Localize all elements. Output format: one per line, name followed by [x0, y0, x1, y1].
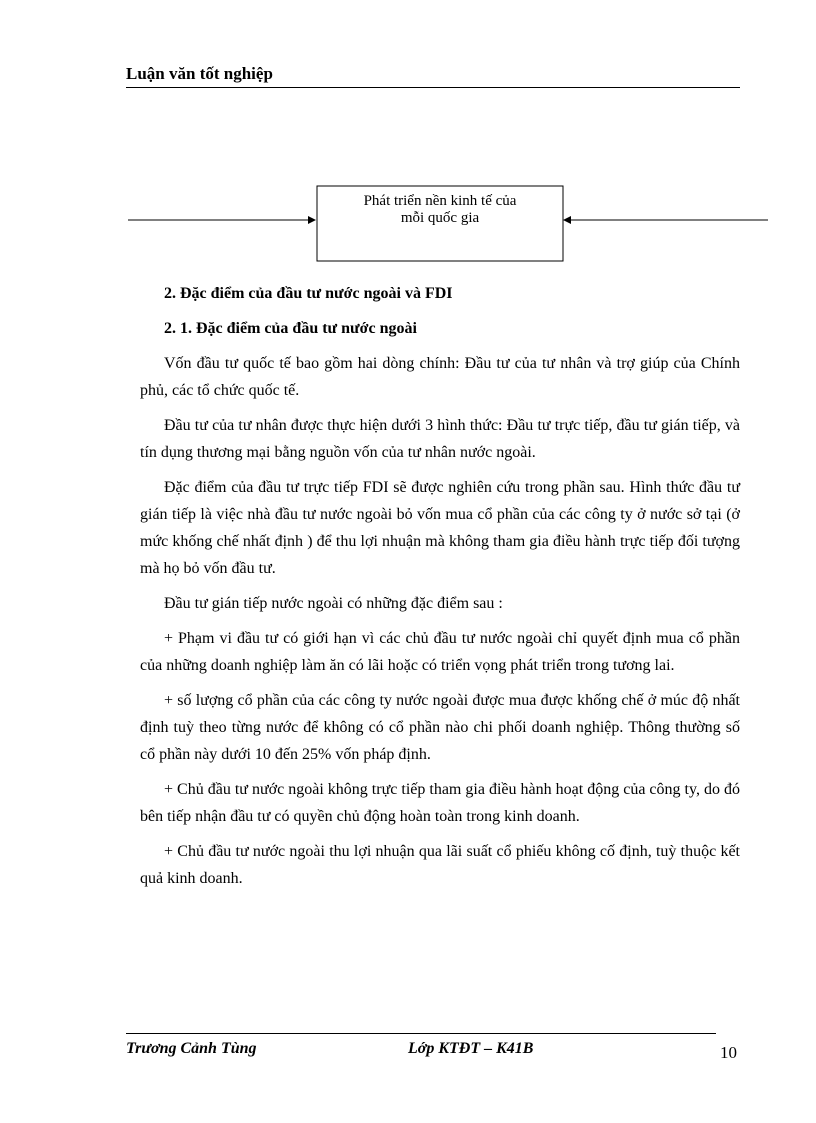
paragraph: + Chủ đầu tư nước ngoài không trực tiếp tham gia điều hành hoạt động của công ty, do đó bên tiếp nhận đầu tư có quyền chủ động hoàn toàn trong kinh doanh. — [140, 781, 740, 825]
diagram-box-label — [318, 193, 562, 227]
paragraph: Vốn đầu tư quốc tế bao gồm hai dòng chính: Đầu tư của tư nhân và trợ giúp của Chính phủ, các tổ chức quốc tế. — [140, 355, 740, 399]
paragraph: Đầu tư gián tiếp nước ngoài có những đặc điểm sau : — [164, 595, 503, 612]
paragraph: + số lượng cổ phần của các công ty nước ngoài được mua được khống chế ở múc độ nhất định tuỳ theo từng nước để không có cổ phần nào chi phối doanh nghiệp. Thông thường số cổ phần này dưới 10 đến 25% vốn pháp định. — [140, 692, 740, 763]
subsection-heading: 2. 1. Đặc điểm của đầu tư nước ngoài — [164, 320, 417, 337]
page-number: 10 — [720, 1043, 737, 1062]
paragraph: + Phạm vi đầu tư có giới hạn vì các chủ đầu tư nước ngoài chỉ quyết định mua cổ phần của những doanh nghiệp làm ăn có lãi hoặc có triển vọng phát triển trong tương lai. — [140, 630, 740, 674]
right-arrowhead — [563, 216, 571, 224]
box-label-line-1: Phát triển nền kinh tế của — [363, 193, 517, 209]
left-arrowhead — [308, 216, 316, 224]
paragraph: Đặc điểm của đầu tư trực tiếp FDI sẽ được nghiên cứu trong phần sau. Hình thức đầu tư gián tiếp là việc nhà đầu tư nước ngoài bỏ vốn mua cổ phần của các công ty ở nước sở tại (ở mức khống chế nhất định ) để thu lợi nhuận mà không tham gia điều hành trực tiếp đối tượng mà họ bỏ vốn đầu tư. — [140, 479, 740, 577]
footer-rule — [126, 1033, 716, 1034]
header-title: Luận văn tốt nghiệp — [126, 64, 273, 83]
footer-author: Trương Cảnh Tùng — [126, 1040, 257, 1057]
paragraph: + Chủ đầu tư nước ngoài thu lợi nhuận qua lãi suất cổ phiếu không cố định, tuỳ thuộc kết quả kinh doanh. — [140, 843, 740, 887]
header-rule — [126, 87, 740, 88]
paragraph: Đầu tư của tư nhân được thực hiện dưới 3 hình thức: Đầu tư trực tiếp, đầu tư gián tiếp, và tín dụng thương mại bằng nguồn vốn của tư nhân nước ngoài. — [140, 417, 740, 461]
section-heading: 2. Đặc điểm của đầu tư nước ngoài và FDI — [164, 285, 453, 302]
body-text — [140, 280, 740, 900]
footer-class: Lớp KTĐT – K41B — [408, 1040, 534, 1057]
box-label-line-2: mỗi quốc gia — [400, 210, 480, 226]
